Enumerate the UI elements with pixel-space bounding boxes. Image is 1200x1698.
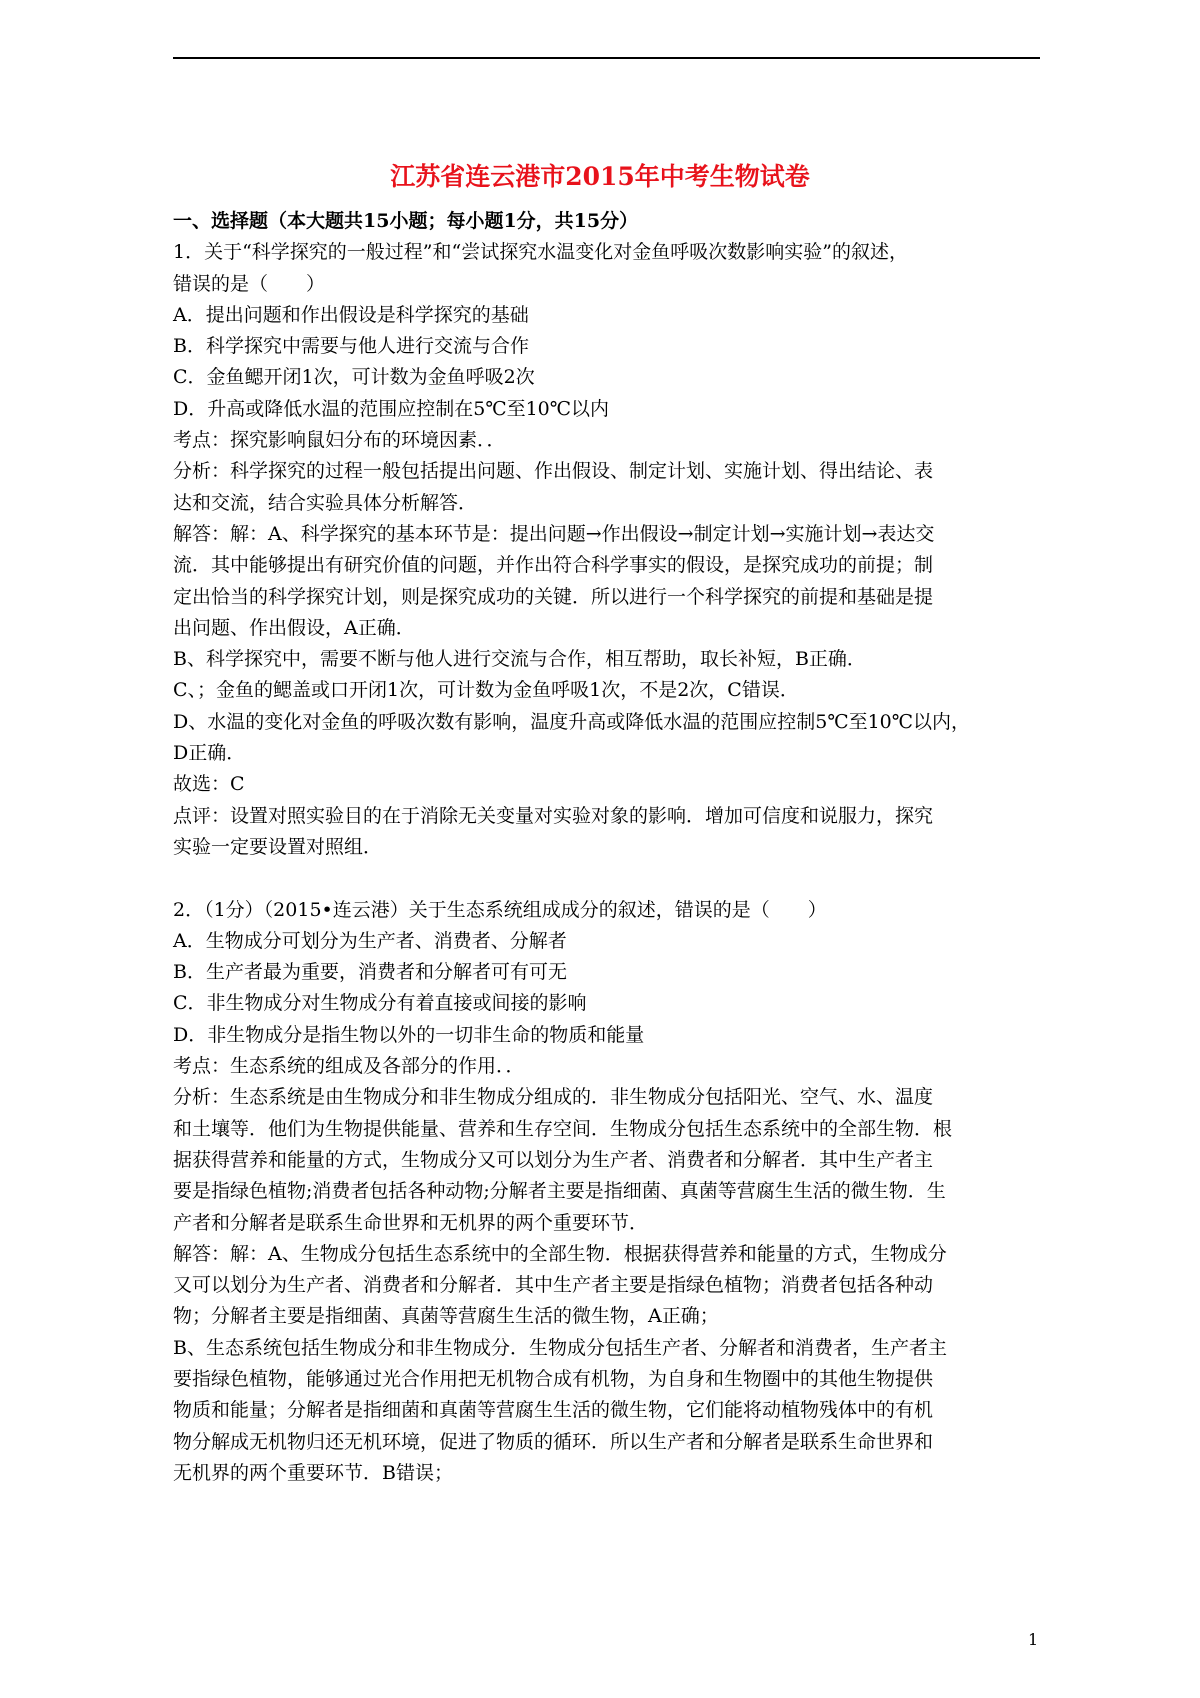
kaodian: 考点：生态系统的组成及各部分的作用．．: [173, 1055, 525, 1078]
jieda: B、生态系统包括生物成分和非生物成分．生物成分包括生产者、分解者和消费者，生产者主: [173, 1336, 947, 1359]
section-heading: 一、选择题（本大题共15小题；每小题1分，共15分）: [173, 210, 639, 232]
jieda: D正确．: [173, 742, 246, 765]
jieda: 无机界的两个重要环节．B错误；: [173, 1461, 453, 1484]
option-b: B．生产者最为重要，消费者和分解者可有可无: [173, 961, 567, 984]
option-c: C．非生物成分对生物成分有着直接或间接的影响: [173, 992, 587, 1015]
question-stem: 2．（1分）（2015•连云港）关于生态系统组成成分的叙述，错误的是（ ）: [173, 898, 827, 921]
header-rule: [173, 57, 1040, 59]
fenxi: 分析：生态系统是由生物成分和非生物成分组成的．非生物成分包括阳光、空气、水、温度: [173, 1086, 934, 1109]
jieda: B、科学探究中，需要不断与他人进行交流与合作，相互帮助，取长补短，B正确．: [173, 648, 866, 671]
jieda: 解答：解：A、科学探究的基本环节是：提出问题→作出假设→制定计划→实施计划→表达交: [173, 522, 935, 545]
option-d: D．升高或降低水温的范围应控制在5℃至10℃以内: [173, 397, 610, 420]
question-stem: 1．关于“科学探究的一般过程”和“尝试探究水温变化对金鱼呼吸次数影响实验”的叙述，: [173, 241, 908, 264]
question-1: [173, 237, 1058, 863]
jieda: 定出恰当的科学探究计划，则是探究成功的关键．所以进行一个科学探究的前提和基础是提: [173, 585, 934, 608]
kaodian: 考点：探究影响鼠妇分布的环境因素．．: [173, 429, 506, 452]
jieda: 解答：解：A、生物成分包括生态系统中的全部生物．根据获得营养和能量的方式，生物成分: [173, 1242, 947, 1265]
jieda: 流．其中能够提出有研究价值的问题，并作出符合科学事实的假设，是探究成功的前提；制: [173, 554, 934, 577]
question-stem: 错误的是（ ）: [173, 272, 326, 295]
page-number: 1: [1028, 1630, 1039, 1649]
option-b: B．科学探究中需要与他人进行交流与合作: [173, 335, 529, 358]
fenxi: 分析：科学探究的过程一般包括提出问题、作出假设、制定计划、实施计划、得出结论、表: [173, 460, 934, 483]
option-a: A．提出问题和作出假设是科学探究的基础: [173, 303, 529, 326]
page-title: 江苏省连云港市2015年中考生物试卷: [390, 162, 810, 191]
jieda: D、水温的变化对金鱼的呼吸次数有影响，温度升高或降低水温的范围应控制5℃至10℃以内，: [173, 710, 971, 733]
fenxi: 和土壤等．他们为生物提供能量、营养和生存空间．生物成分包括生态系统中的全部生物．根: [173, 1117, 953, 1140]
spacer: [173, 863, 1058, 894]
dianping: 实验一定要设置对照组．: [173, 835, 383, 858]
fenxi: 达和交流，结合实验具体分析解答．: [173, 491, 478, 514]
jieda: C、；金鱼的鳃盖或口开闭1次，可计数为金鱼呼吸1次，不是2次，C错误．: [173, 679, 799, 702]
question-2: [173, 895, 1058, 1490]
jieda: 物质和能量；分解者是指细菌和真菌等营腐生生活的微生物，它们能将动植物残体中的有机: [173, 1399, 934, 1422]
option-d: D．非生物成分是指生物以外的一切非生命的物质和能量: [173, 1023, 645, 1046]
answer: 故选：C: [173, 773, 245, 796]
jieda: 物；分解者主要是指细菌、真菌等营腐生生活的微生物，A正确；: [173, 1305, 719, 1328]
exam-content: [173, 206, 1058, 1489]
option-a: A．生物成分可划分为生产者、消费者、分解者: [173, 929, 567, 952]
fenxi: 要是指绿色植物;消费者包括各种动物;分解者主要是指细菌、真菌等营腐生生活的微生物．生: [173, 1180, 946, 1203]
fenxi: 据获得营养和能量的方式，生物成分又可以划分为生产者、消费者和分解者．其中生产者主: [173, 1148, 934, 1171]
jieda: 出问题、作出假设，A正确．: [173, 616, 415, 639]
fenxi: 产者和分解者是联系生命世界和无机界的两个重要环节．: [173, 1211, 649, 1234]
option-c: C．金鱼鳃开闭1次，可计数为金鱼呼吸2次: [173, 366, 535, 389]
dianping: 点评：设置对照实验目的在于消除无关变量对实验对象的影响．增加可信度和说服力，探究: [173, 804, 934, 827]
jieda: 要指绿色植物，能够通过光合作用把无机物合成有机物，为自身和生物圈中的其他生物提供: [173, 1367, 934, 1390]
jieda: 物分解成无机物归还无机环境，促进了物质的循环．所以生产者和分解者是联系生命世界和: [173, 1430, 934, 1453]
jieda: 又可以划分为生产者、消费者和分解者．其中生产者主要是指绿色植物；消费者包括各种动: [173, 1274, 934, 1297]
